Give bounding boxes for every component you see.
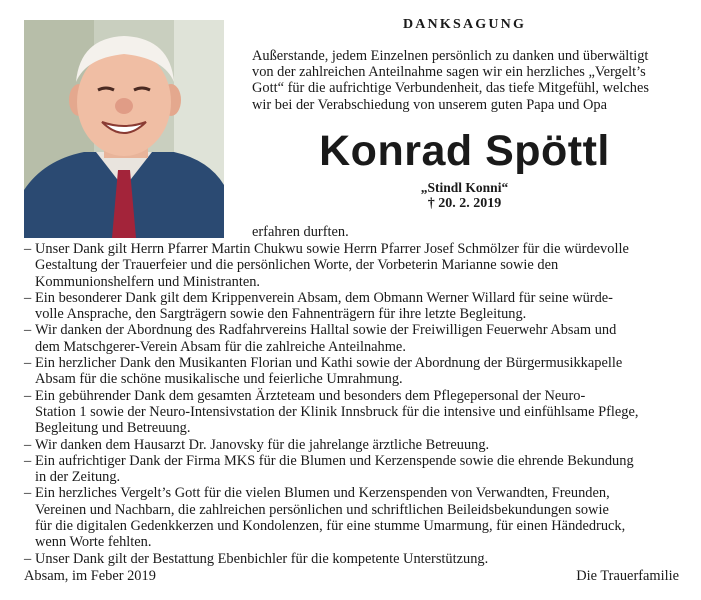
thanks-item xyxy=(24,485,679,550)
dash-glyph: – xyxy=(24,387,32,404)
thanks-item-text: Unser Dank gilt Herrn Pfarrer Martin Chukwu sowie Herrn Pfarrer Josef Schmölzer für die würdevolle Gestaltung der Trauerfeier und die persönlichen Worte, der Vorbeterin Marianne sowie den Kommunionshelfern und Ministranten. xyxy=(35,241,629,290)
signature: Die Trauerfamilie xyxy=(576,568,679,584)
thanks-item xyxy=(24,437,679,453)
dash-glyph: – xyxy=(24,485,32,502)
deceased-name: Konrad Spöttl xyxy=(319,127,610,175)
thanks-item xyxy=(24,453,679,486)
death-date: † 20. 2. 2019 xyxy=(427,196,502,211)
dash-glyph: – xyxy=(24,289,32,306)
portrait-photo xyxy=(24,20,224,238)
dash-glyph: – xyxy=(24,550,32,567)
dash-glyph: – xyxy=(24,322,32,339)
thanks-item xyxy=(24,241,679,290)
thanks-item xyxy=(24,290,679,323)
thanks-item-text: Wir danken dem Hausarzt Dr. Janovsky für die jahrelange ärztliche Betreuung. xyxy=(35,436,490,453)
intro-continuation: erfahren durften. xyxy=(252,224,349,240)
thanks-item-text: Ein herzliches Vergelt’s Gott für die vielen Blumen und Kerzenspenden von Verwandten, Freunden, Vereinen und Nachbarn, die zahlreichen persönlichen und schriftlichen Beileidsbekundungen sowie für die digitalen Gedenkkerzen und Kondolenzen, für eine stumme Umarmung, für einen Händedruck, wenn Worte fehlten. xyxy=(35,485,626,551)
thanks-item-text: Wir danken der Abordnung des Radfahrvereins Halltal sowie der Freiwilligen Feuerwehr Absam und dem Matschgerer-Verein Absam für die zahlreiche Anteilnahme. xyxy=(35,322,617,355)
thanks-item-text: Ein besonderer Dank gilt dem Krippenverein Absam, dem Obmann Werner Willard für seine würde- volle Ansprache, den Sargträgern sowie den Fahnenträgern für ihre letzte Begleitung. xyxy=(35,289,613,323)
dash-glyph: – xyxy=(24,355,32,372)
thanks-item-text: Ein gebührender Dank dem gesamten Ärzteteam und besonders dem Pflegepersonal der Neuro- Station 1 sowie der Neuro-Intensivstation der Klinik Innsbruck für die intensive und einfühlsame Pflege, Begleitung und Betreuung. xyxy=(35,387,639,437)
dash-glyph: – xyxy=(24,452,32,469)
thanks-item-text: Ein herzlicher Dank den Musikanten Florian und Kathi sowie der Abordnung der Bürgermusikkapelle Absam für die schöne musikalische und feierliche Umrahmung. xyxy=(35,355,623,388)
thanks-list xyxy=(24,241,679,567)
thanks-item xyxy=(24,551,679,567)
thanks-item xyxy=(24,355,679,388)
thanks-item xyxy=(24,388,679,437)
dash-glyph: – xyxy=(24,241,32,257)
deceased-nickname: „Stindl Konni“ xyxy=(420,180,509,195)
thanks-item-text: Unser Dank gilt der Bestattung Ebenbichler für die kompetente Unterstützung. xyxy=(35,550,489,567)
place-date: Absam, im Feber 2019 xyxy=(24,568,156,584)
notice-heading: DANKSAGUNG xyxy=(402,17,527,32)
portrait-illustration xyxy=(24,20,224,238)
dash-glyph: – xyxy=(24,436,32,453)
intro-paragraph: Außerstande, jedem Einzelnen persönlich zu danken und überwältigt von der zahlreichen Anteilnahme sagen wir ein herzliches „Vergelt’s Gott“ für die aufrichtige Verbundenheit, das tiefe Mitgefühl, welches wir bei der Verabschiedung von unserem guten Papa und Opa xyxy=(252,48,649,113)
thanks-item-text: Ein aufrichtiger Dank der Firma MKS für die Blumen und Kerzenspende sowie die ehrende Bekundung in der Zeitung. xyxy=(35,452,634,486)
thanks-item xyxy=(24,322,679,355)
